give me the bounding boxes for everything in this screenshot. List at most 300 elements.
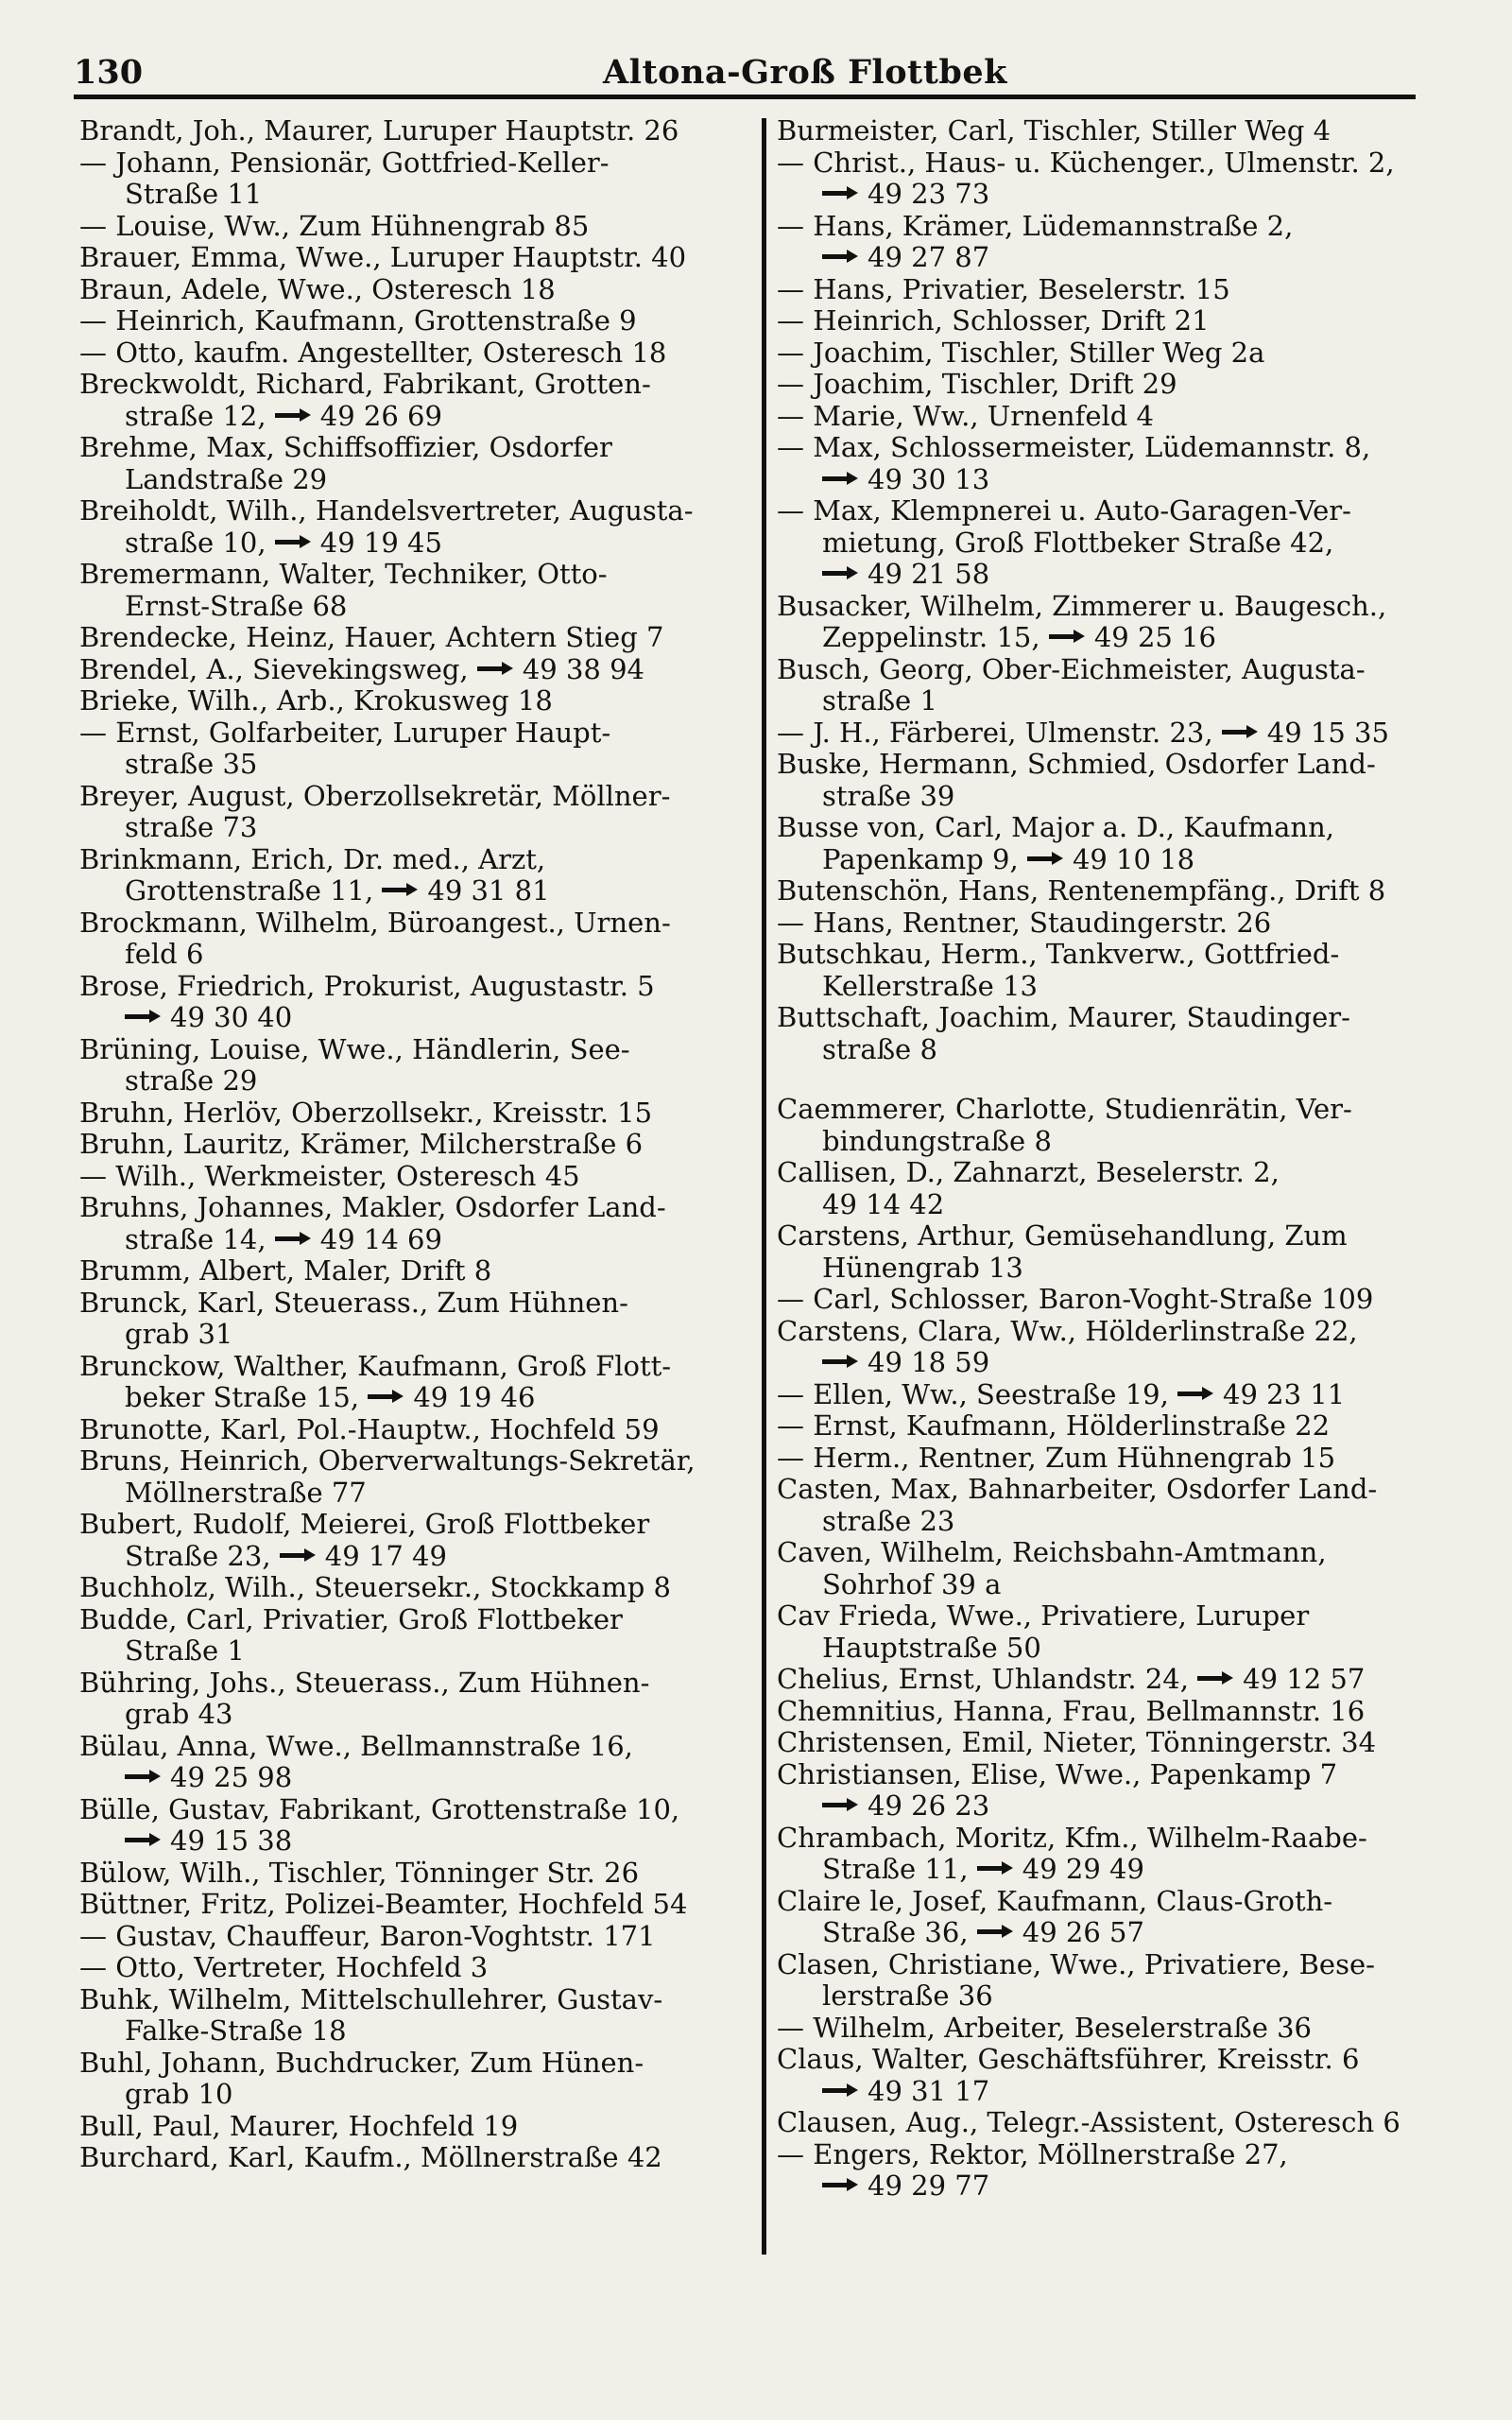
entry-text: Brumm, Albert, Maler, Drift 8 bbox=[79, 1254, 492, 1287]
entry-text: Hünengrab 13 bbox=[822, 1251, 1023, 1284]
directory-entry bbox=[777, 1759, 1438, 1823]
directory-entry bbox=[79, 1921, 741, 1953]
entry-text: Christensen, Emil, Nieter, Tönningerstr. 34 bbox=[777, 1726, 1377, 1758]
entry-text: Straße 11, bbox=[822, 1853, 969, 1885]
entry-line bbox=[777, 1727, 1438, 1759]
entry-line bbox=[79, 1984, 741, 2016]
phone-number: 49 26 57 bbox=[1022, 1916, 1144, 1948]
entry-line bbox=[79, 1668, 741, 1700]
entry-line bbox=[79, 432, 741, 464]
entry-text: Clausen, Aug., Telegr.-Assistent, Osteresch 6 bbox=[777, 2106, 1400, 2138]
directory-entry bbox=[79, 1572, 741, 1604]
entry-text: Busacker, Wilhelm, Zimmerer u. Baugesch., bbox=[777, 589, 1387, 622]
entry-text: Breckwoldt, Richard, Fabrikant, Grotten- bbox=[79, 368, 651, 400]
entry-text: — Ellen, Ww., Seestraße 19, bbox=[777, 1377, 1169, 1410]
telephone-arrow-icon bbox=[1027, 852, 1063, 865]
entry-line bbox=[79, 1731, 741, 1763]
entry-text: Brose, Friedrich, Prokurist, Augustastr. 5 bbox=[79, 969, 655, 1002]
directory-entry bbox=[79, 1288, 741, 1351]
entry-line bbox=[777, 1157, 1438, 1189]
entry-text: straße 35 bbox=[125, 748, 258, 780]
directory-entry bbox=[777, 939, 1438, 1002]
entry-text: Bruns, Heinrich, Oberverwaltungs-Sekretär, bbox=[79, 1444, 696, 1477]
entry-text: grab 10 bbox=[125, 2078, 233, 2110]
directory-entry bbox=[79, 1445, 741, 1509]
phone-number: 49 31 17 bbox=[868, 2074, 990, 2107]
directory-entry bbox=[79, 1952, 741, 1984]
directory-entry bbox=[777, 2013, 1438, 2045]
entry-line bbox=[777, 1696, 1438, 1728]
directory-entry bbox=[79, 1129, 741, 1161]
telephone-arrow-icon bbox=[275, 535, 311, 548]
entry-line bbox=[79, 1921, 741, 1953]
entry-text: — J. H., Färberei, Ulmenstr. 23, bbox=[777, 716, 1213, 749]
telephone-arrow-icon bbox=[822, 1355, 858, 1368]
entry-line bbox=[79, 781, 741, 813]
directory-entry bbox=[79, 1351, 741, 1414]
telephone-arrow-icon bbox=[1222, 725, 1258, 738]
telephone-arrow-icon bbox=[822, 2083, 858, 2097]
phone-number: 49 23 73 bbox=[868, 178, 990, 210]
entry-line bbox=[777, 1410, 1438, 1443]
directory-entry bbox=[777, 305, 1438, 337]
directory-entry bbox=[79, 908, 741, 971]
phone-number: 49 25 98 bbox=[170, 1761, 293, 1793]
directory-entry bbox=[79, 622, 741, 654]
entry-line bbox=[777, 1443, 1438, 1475]
entry-text: — Louise, Ww., Zum Hühnengrab 85 bbox=[79, 209, 590, 242]
phone-number: 49 18 59 bbox=[868, 1346, 990, 1378]
directory-entry bbox=[79, 2111, 741, 2143]
directory-entry bbox=[777, 211, 1438, 274]
entry-text: Caven, Wilhelm, Reichsbahn-Amtmann, bbox=[777, 1536, 1327, 1568]
entry-line bbox=[79, 1572, 741, 1604]
entry-text: straße 23 bbox=[822, 1504, 955, 1537]
telephone-arrow-icon bbox=[977, 1925, 1013, 1938]
telephone-arrow-icon bbox=[275, 408, 311, 422]
entry-line bbox=[777, 875, 1438, 908]
entry-text: Caemmerer, Charlotte, Studienrätin, Ver- bbox=[777, 1093, 1352, 1125]
telephone-arrow-icon bbox=[822, 2178, 858, 2191]
telephone-arrow-icon bbox=[977, 1861, 1013, 1875]
entry-continuation-line bbox=[79, 875, 741, 908]
directory-entry bbox=[79, 274, 741, 306]
entry-line bbox=[777, 1316, 1438, 1348]
telephone-arrow-icon bbox=[1049, 630, 1085, 643]
directory-entry bbox=[777, 1474, 1438, 1537]
entry-line bbox=[79, 242, 741, 274]
entry-continuation-line bbox=[79, 1825, 741, 1858]
entry-line bbox=[777, 654, 1438, 686]
entry-line bbox=[777, 1823, 1438, 1855]
entry-line bbox=[777, 211, 1438, 243]
entry-text: Brehme, Max, Schiffsoffizier, Osdorfer bbox=[79, 431, 612, 463]
entry-continuation-line bbox=[79, 749, 741, 781]
directory-entry bbox=[777, 749, 1438, 812]
entry-text: grab 31 bbox=[125, 1318, 233, 1350]
directory-entry bbox=[777, 591, 1438, 654]
entry-line bbox=[79, 1509, 741, 1541]
entry-text: Papenkamp 9, bbox=[822, 842, 1019, 875]
entry-text: Buchholz, Wilh., Steuersekr., Stockkamp 8 bbox=[79, 1571, 671, 1603]
entry-text: Burmeister, Carl, Tischler, Stiller Weg 4 bbox=[777, 114, 1332, 147]
directory-entry bbox=[79, 1794, 741, 1858]
page-header bbox=[74, 49, 1416, 96]
entry-text: Brendel, A., Sievekingsweg, bbox=[79, 652, 469, 685]
entry-continuation-line bbox=[777, 622, 1438, 654]
running-title: Altona-Groß Flottbek bbox=[603, 53, 1007, 92]
entry-continuation-line bbox=[79, 591, 741, 623]
entry-text: Buske, Hermann, Schmied, Osdorfer Land- bbox=[777, 748, 1376, 780]
directory-entry bbox=[777, 2139, 1438, 2203]
entry-text: Bühring, Johs., Steuerass., Zum Hühnen- bbox=[79, 1666, 650, 1699]
entry-line bbox=[777, 1094, 1438, 1126]
entry-text: — Otto, Vertreter, Hochfeld 3 bbox=[79, 1951, 489, 1983]
entry-line bbox=[79, 274, 741, 306]
entry-text: Brunckow, Walther, Kaufmann, Groß Flott- bbox=[79, 1349, 672, 1382]
entry-text: 49 14 42 bbox=[822, 1187, 945, 1220]
entry-text: — Hans, Rentner, Staudingerstr. 26 bbox=[777, 906, 1272, 939]
entry-line bbox=[777, 495, 1438, 527]
entry-text: Bull, Paul, Maurer, Hochfeld 19 bbox=[79, 2109, 519, 2142]
entry-text: — Wilhelm, Arbeiter, Beselerstraße 36 bbox=[777, 2011, 1313, 2044]
telephone-arrow-icon bbox=[275, 1232, 311, 1245]
entry-text: — Max, Schlossermeister, Lüdemannstr. 8, bbox=[777, 431, 1371, 463]
directory-entry bbox=[79, 1668, 741, 1731]
entry-continuation-line bbox=[79, 179, 741, 211]
entry-text: Brinkmann, Erich, Dr. med., Arzt, bbox=[79, 842, 546, 875]
entry-line bbox=[79, 115, 741, 147]
entry-continuation-line bbox=[79, 812, 741, 844]
entry-text: — Hans, Privatier, Beselerstr. 15 bbox=[777, 272, 1230, 305]
entry-continuation-line bbox=[777, 2076, 1438, 2108]
directory-entry bbox=[79, 1161, 741, 1193]
entry-text: Brunck, Karl, Steuerass., Zum Hühnen- bbox=[79, 1286, 628, 1319]
entry-line bbox=[79, 1129, 741, 1161]
entry-line bbox=[79, 369, 741, 401]
entry-text: beker Straße 15, bbox=[125, 1381, 360, 1413]
phone-number: 49 38 94 bbox=[522, 652, 644, 685]
entry-continuation-line bbox=[79, 939, 741, 971]
telephone-arrow-icon bbox=[822, 250, 858, 263]
entry-text: Zeppelinstr. 15, bbox=[822, 621, 1040, 653]
phone-number: 49 25 16 bbox=[1093, 621, 1216, 653]
telephone-arrow-icon bbox=[368, 1390, 404, 1403]
entry-line bbox=[79, 908, 741, 940]
telephone-arrow-icon bbox=[125, 1770, 161, 1783]
phone-number: 49 17 49 bbox=[324, 1539, 447, 1572]
directory-entry bbox=[777, 2044, 1438, 2107]
entry-text: straße 8 bbox=[822, 1032, 937, 1065]
entry-continuation-line bbox=[777, 1034, 1438, 1066]
phone-number: 49 29 49 bbox=[1022, 1853, 1144, 1885]
entry-line bbox=[777, 1664, 1438, 1696]
entry-text: Brauer, Emma, Wwe., Luruper Hauptstr. 40 bbox=[79, 241, 687, 273]
directory-entry bbox=[79, 1414, 741, 1446]
entry-line bbox=[79, 495, 741, 527]
telephone-arrow-icon bbox=[1177, 1387, 1213, 1400]
entry-text: Bruhn, Lauritz, Krämer, Milcherstraße 6 bbox=[79, 1128, 644, 1160]
entry-text: straße 12, bbox=[125, 399, 266, 432]
phone-number: 49 14 69 bbox=[319, 1222, 442, 1255]
entry-continuation-line bbox=[79, 1699, 741, 1731]
entry-text: lerstraße 36 bbox=[822, 1979, 993, 2012]
telephone-arrow-icon bbox=[822, 472, 858, 485]
entry-text: Burchard, Karl, Kaufm., Möllnerstraße 42 bbox=[79, 2141, 662, 2173]
entry-line bbox=[777, 369, 1438, 401]
entry-line bbox=[79, 1288, 741, 1320]
entry-text: Claus, Walter, Geschäftsführer, Kreisstr. 6 bbox=[777, 2043, 1360, 2075]
entry-continuation-line bbox=[79, 1002, 741, 1034]
directory-entry bbox=[777, 337, 1438, 370]
entry-line bbox=[79, 1192, 741, 1224]
phone-number: 49 26 23 bbox=[868, 1789, 990, 1822]
phone-number: 49 12 57 bbox=[1243, 1663, 1366, 1695]
phone-number: 49 30 40 bbox=[170, 1001, 293, 1033]
entry-continuation-line bbox=[79, 1224, 741, 1256]
entry-text: Bruhns, Johannes, Makler, Osdorfer Land- bbox=[79, 1191, 666, 1223]
directory-entry bbox=[79, 1604, 741, 1668]
phone-number: 49 27 87 bbox=[868, 241, 990, 273]
phone-number: 49 29 77 bbox=[868, 2169, 990, 2202]
entry-line bbox=[79, 559, 741, 591]
entry-continuation-line bbox=[777, 1347, 1438, 1379]
entry-text: straße 39 bbox=[822, 779, 955, 812]
entry-text: Bülow, Wilh., Tischler, Tönninger Str. 26 bbox=[79, 1856, 640, 1889]
phone-number: 49 23 11 bbox=[1223, 1377, 1346, 1410]
entry-text: Casten, Max, Bahnarbeiter, Osdorfer Land- bbox=[777, 1473, 1378, 1505]
entry-continuation-line bbox=[79, 1065, 741, 1098]
phone-number: 49 31 81 bbox=[427, 874, 550, 907]
directory-entry bbox=[777, 1664, 1438, 1696]
entry-text: Bülau, Anna, Wwe., Bellmannstraße 16, bbox=[79, 1729, 633, 1762]
directory-entry bbox=[79, 147, 741, 211]
entry-continuation-line bbox=[777, 685, 1438, 717]
entry-line bbox=[79, 1351, 741, 1383]
entry-line bbox=[79, 337, 741, 370]
entry-continuation-line bbox=[777, 1569, 1438, 1601]
directory-entry bbox=[777, 1443, 1438, 1475]
entry-text: straße 73 bbox=[125, 811, 258, 843]
entry-continuation-line bbox=[79, 1382, 741, 1414]
directory-entry bbox=[79, 432, 741, 495]
directory-entry bbox=[777, 1410, 1438, 1443]
entry-line bbox=[777, 908, 1438, 940]
entry-text: Chemnitius, Hanna, Frau, Bellmannstr. 16 bbox=[777, 1694, 1366, 1727]
directory-entry bbox=[79, 1192, 741, 1255]
directory-entry bbox=[777, 1316, 1438, 1379]
entry-text: — Hans, Krämer, Lüdemannstraße 2, bbox=[777, 209, 1294, 242]
entry-text: Bubert, Rudolf, Meierei, Groß Flottbeker bbox=[79, 1508, 650, 1540]
entry-continuation-line bbox=[777, 844, 1438, 876]
entry-line bbox=[777, 1220, 1438, 1253]
entry-line bbox=[79, 1604, 741, 1636]
entry-text: Sohrhof 39 a bbox=[822, 1567, 1002, 1600]
entry-continuation-line bbox=[79, 1478, 741, 1510]
entry-line bbox=[777, 337, 1438, 370]
directory-entry bbox=[79, 1098, 741, 1130]
entry-continuation-line bbox=[777, 1790, 1438, 1823]
entry-text: straße 29 bbox=[125, 1064, 258, 1097]
column-divider bbox=[762, 118, 766, 2255]
entry-text: Straße 23, bbox=[125, 1539, 271, 1572]
directory-entry bbox=[777, 115, 1438, 147]
entry-line bbox=[777, 147, 1438, 180]
page-number: 130 bbox=[74, 53, 144, 92]
directory-entry bbox=[79, 1858, 741, 1890]
entry-text: Chrambach, Moritz, Kfm., Wilhelm-Raabe- bbox=[777, 1821, 1367, 1854]
entry-text: Hauptstraße 50 bbox=[822, 1631, 1041, 1664]
directory-entry bbox=[79, 2142, 741, 2174]
directory-entry bbox=[777, 1157, 1438, 1220]
directory-entry bbox=[79, 1889, 741, 1921]
entry-text: Braun, Adele, Wwe., Osteresch 18 bbox=[79, 272, 556, 305]
entry-text: feld 6 bbox=[125, 938, 204, 970]
entry-text: — Herm., Rentner, Zum Hühnengrab 15 bbox=[777, 1441, 1336, 1474]
entry-text: Callisen, D., Zahnarzt, Beselerstr. 2, bbox=[777, 1156, 1280, 1188]
telephone-arrow-icon bbox=[280, 1548, 316, 1562]
directory-entry bbox=[79, 1731, 741, 1794]
directory-entry bbox=[79, 2048, 741, 2111]
entry-continuation-line bbox=[777, 1506, 1438, 1538]
entry-line bbox=[777, 591, 1438, 623]
entry-continuation-line bbox=[777, 464, 1438, 496]
entry-line bbox=[777, 1002, 1438, 1034]
entry-continuation-line bbox=[79, 527, 741, 560]
entry-text: — Ernst, Golfarbeiter, Luruper Haupt- bbox=[79, 716, 611, 749]
telephone-arrow-icon bbox=[125, 1833, 161, 1846]
entry-text: — Christ., Haus- u. Küchenger., Ulmenstr. 2, bbox=[777, 146, 1395, 179]
entry-text: Busch, Georg, Ober-Eichmeister, Augusta- bbox=[777, 652, 1366, 685]
entry-continuation-line bbox=[79, 1635, 741, 1668]
entry-continuation-line bbox=[79, 1319, 741, 1351]
header-rule bbox=[74, 95, 1416, 99]
entry-text: Brandt, Joh., Maurer, Luruper Hauptstr. 26 bbox=[79, 114, 679, 147]
directory-entry bbox=[79, 305, 741, 337]
entry-continuation-line bbox=[777, 179, 1438, 211]
phone-number: 49 30 13 bbox=[868, 462, 990, 495]
entry-continuation-line bbox=[777, 1126, 1438, 1158]
entry-line bbox=[79, 211, 741, 243]
entry-text: — Joachim, Tischler, Drift 29 bbox=[777, 368, 1177, 400]
directory-entry bbox=[79, 844, 741, 908]
entry-text: Claire le, Josef, Kaufmann, Claus-Groth- bbox=[777, 1884, 1333, 1917]
directory-entry bbox=[777, 1284, 1438, 1316]
entry-line bbox=[79, 685, 741, 717]
entry-line bbox=[777, 1949, 1438, 1981]
entry-line bbox=[777, 115, 1438, 147]
directory-entry bbox=[777, 654, 1438, 717]
directory-entry bbox=[79, 971, 741, 1034]
directory-entry bbox=[79, 559, 741, 622]
entry-text: — Heinrich, Schlosser, Drift 21 bbox=[777, 304, 1210, 337]
telephone-arrow-icon bbox=[477, 662, 513, 675]
directory-entry bbox=[79, 1255, 741, 1288]
telephone-arrow-icon bbox=[382, 883, 418, 896]
directory-entry bbox=[777, 432, 1438, 495]
entry-line bbox=[777, 717, 1438, 750]
entry-line bbox=[777, 2107, 1438, 2139]
directory-entry bbox=[777, 274, 1438, 306]
entry-line bbox=[79, 1255, 741, 1288]
phone-number: 49 10 18 bbox=[1072, 842, 1195, 875]
entry-continuation-line bbox=[777, 242, 1438, 274]
entry-continuation-line bbox=[79, 464, 741, 496]
entry-text: Chelius, Ernst, Uhlandstr. 24, bbox=[777, 1663, 1189, 1695]
entry-line bbox=[79, 1098, 741, 1130]
telephone-arrow-icon bbox=[822, 1798, 858, 1811]
left-column bbox=[79, 115, 741, 2174]
entry-continuation-line bbox=[777, 1854, 1438, 1886]
entry-line bbox=[777, 939, 1438, 971]
entry-text: Bremermann, Walter, Techniker, Otto- bbox=[79, 558, 608, 590]
entry-text: — Johann, Pensionär, Gottfried-Keller- bbox=[79, 146, 610, 179]
entry-text: Brockmann, Wilhelm, Büroangest., Urnen- bbox=[79, 906, 671, 939]
directory-entry bbox=[79, 242, 741, 274]
phone-number: 49 15 35 bbox=[1266, 716, 1389, 749]
telephone-arrow-icon bbox=[822, 186, 858, 199]
directory-entry bbox=[79, 1034, 741, 1098]
entry-line bbox=[79, 622, 741, 654]
entry-text: Christiansen, Elise, Wwe., Papenkamp 7 bbox=[777, 1757, 1338, 1790]
entry-line bbox=[777, 1759, 1438, 1791]
directory-entry bbox=[79, 1509, 741, 1572]
entry-text: straße 1 bbox=[822, 684, 937, 717]
entry-continuation-line bbox=[79, 401, 741, 433]
directory-entry bbox=[777, 401, 1438, 433]
entry-text: Breyer, August, Oberzollsekretär, Möllner- bbox=[79, 779, 671, 812]
entry-text: straße 10, bbox=[125, 526, 266, 559]
directory-entry bbox=[777, 875, 1438, 908]
telephone-arrow-icon bbox=[1197, 1671, 1233, 1685]
entry-text: grab 43 bbox=[125, 1698, 233, 1730]
entry-continuation-line bbox=[777, 527, 1438, 560]
entry-text: — Wilh., Werkmeister, Osteresch 45 bbox=[79, 1159, 580, 1192]
entry-continuation-line bbox=[777, 1633, 1438, 1665]
entry-text: Budde, Carl, Privatier, Groß Flottbeker bbox=[79, 1602, 623, 1635]
entry-text: Straße 36, bbox=[822, 1916, 969, 1948]
entry-text: Büttner, Fritz, Polizei-Beamter, Hochfeld 54 bbox=[79, 1888, 688, 1920]
entry-continuation-line bbox=[777, 1917, 1438, 1949]
entry-line bbox=[777, 749, 1438, 781]
entry-text: Carstens, Clara, Ww., Hölderlinstraße 22, bbox=[777, 1314, 1358, 1347]
entry-text: straße 14, bbox=[125, 1222, 266, 1255]
directory-entry bbox=[79, 717, 741, 781]
entry-text: Brüning, Louise, Wwe., Händlerin, See- bbox=[79, 1032, 630, 1065]
entry-line bbox=[79, 147, 741, 180]
entry-line bbox=[777, 274, 1438, 306]
directory-entry bbox=[79, 685, 741, 717]
entry-line bbox=[777, 1537, 1438, 1569]
entry-text: — Heinrich, Kaufmann, Grottenstraße 9 bbox=[79, 304, 637, 337]
directory-entry bbox=[777, 369, 1438, 401]
directory-entry bbox=[777, 812, 1438, 875]
entry-text: — Marie, Ww., Urnenfeld 4 bbox=[777, 399, 1155, 432]
directory-entry bbox=[79, 1984, 741, 2048]
entry-text: — Max, Klempnerei u. Auto-Garagen-Ver- bbox=[777, 494, 1351, 527]
entry-text: Ernst-Straße 68 bbox=[125, 589, 348, 622]
entry-text: Straße 11 bbox=[125, 178, 263, 210]
directory-entry bbox=[79, 781, 741, 844]
entry-continuation-line bbox=[777, 1980, 1438, 2013]
entry-line bbox=[777, 1474, 1438, 1506]
entry-line bbox=[79, 844, 741, 876]
entry-line bbox=[79, 1161, 741, 1193]
entry-line bbox=[79, 1034, 741, 1066]
entry-continuation-line bbox=[777, 1253, 1438, 1285]
entry-line bbox=[79, 2048, 741, 2080]
entry-text: Brieke, Wilh., Arb., Krokusweg 18 bbox=[79, 684, 553, 717]
